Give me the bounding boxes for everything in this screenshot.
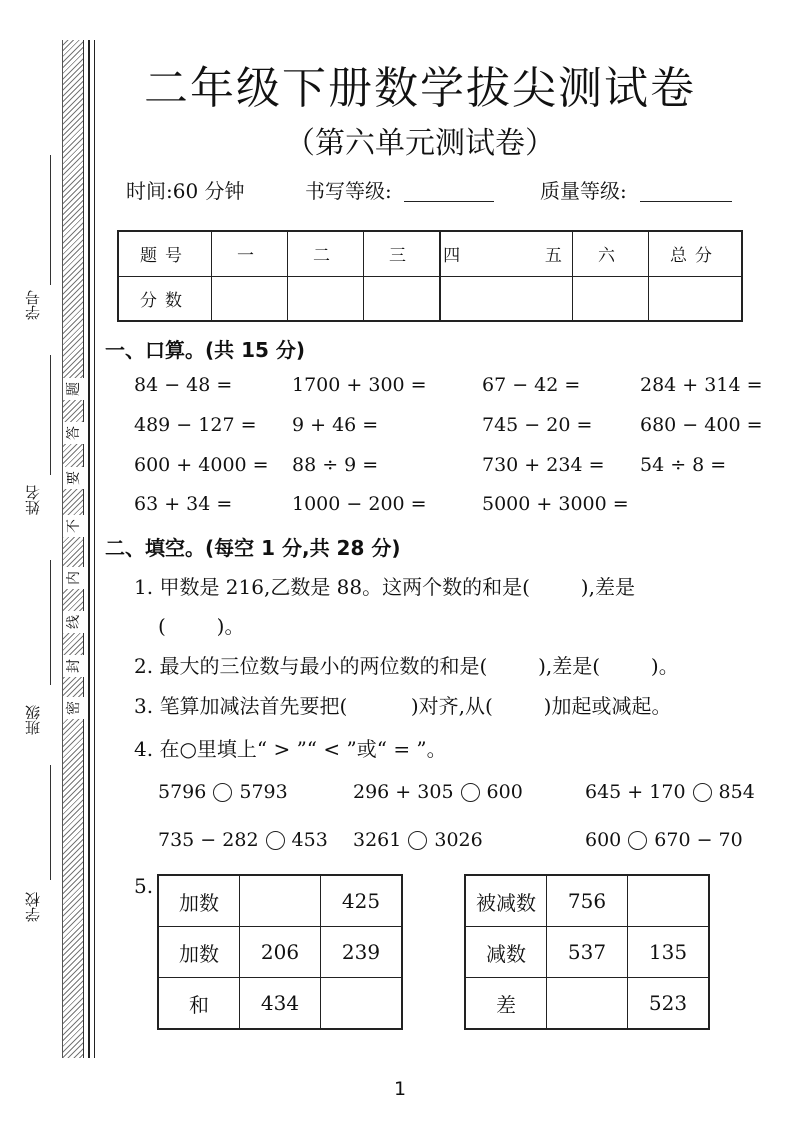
binding-hatch-strip — [62, 40, 84, 1058]
table-cell: 加数 — [158, 875, 240, 927]
page-title: 二年级下册数学拔尖测试卷 — [144, 63, 696, 114]
compare-left: 735 − 282 — [158, 829, 259, 851]
student-id-blank — [50, 155, 51, 285]
mental-calc-item: 1700 + 300 = — [292, 374, 427, 396]
addition-table — [157, 874, 403, 1030]
school-blank — [50, 765, 51, 880]
score-header-cell: 四 — [443, 246, 469, 267]
compare-circle-blank[interactable] — [628, 831, 647, 850]
score-header-row — [118, 231, 742, 276]
mental-calc-item: 730 + 234 = — [482, 454, 605, 476]
subtraction-table — [464, 874, 710, 1030]
compare-right: 854 — [718, 781, 755, 803]
compare-left: 645 + 170 — [585, 781, 686, 803]
writing-grade-blank[interactable] — [404, 201, 494, 202]
table-cell: 537 — [547, 927, 628, 978]
table-cell: 被减数 — [465, 875, 547, 927]
seal-char: 密 — [63, 697, 85, 719]
score-header-cell: 五 — [544, 246, 570, 267]
page-number: 1 — [393, 1078, 407, 1100]
question-3: 3. 笔算加减法首先要把( )对齐,从( )加起或减起。 — [134, 694, 672, 718]
seal-char: 不 — [63, 515, 85, 537]
table-cell: 206 — [240, 927, 321, 978]
score-cell[interactable] — [212, 276, 288, 321]
score-header-cell: 题号 — [118, 231, 212, 276]
writing-grade-label: 书写等级: — [305, 179, 392, 203]
score-header-cell: 六 — [573, 231, 649, 276]
mental-calc-item: 54 ÷ 8 = — [640, 454, 727, 476]
compare-item — [585, 781, 755, 803]
class-label: 班级 — [24, 705, 42, 735]
section1-title: 一、口算。(共 15 分) — [105, 338, 306, 362]
mental-calc-item: 63 + 34 = — [134, 493, 233, 515]
table-cell: 239 — [321, 927, 403, 978]
table-cell: 425 — [321, 875, 403, 927]
compare-circle-blank[interactable] — [213, 783, 232, 802]
mental-calc-item: 84 − 48 = — [134, 374, 233, 396]
question-1: 1. 甲数是 216,乙数是 88。这两个数的和是( ),差是 — [134, 575, 635, 599]
page-subtitle: （第六单元测试卷） — [285, 126, 555, 161]
name-blank — [50, 355, 51, 475]
mental-calc-item: 680 − 400 = — [640, 414, 763, 436]
compare-item — [158, 829, 328, 851]
table-blank-cell[interactable] — [628, 875, 710, 927]
table-cell: 和 — [158, 978, 240, 1030]
compare-item — [353, 829, 483, 851]
compare-left: 600 — [585, 829, 622, 851]
compare-item — [158, 781, 288, 803]
score-cell[interactable] — [288, 276, 364, 321]
score-header-cell: 二 — [288, 231, 364, 276]
mental-calc-item: 745 − 20 = — [482, 414, 593, 436]
score-header-cell: 一 — [212, 231, 288, 276]
question-5-label: 5. — [134, 874, 154, 898]
score-row-label: 分数 — [118, 276, 212, 321]
compare-right: 670 − 70 — [654, 829, 743, 851]
section2-title: 二、填空。(每空 1 分,共 28 分) — [105, 536, 401, 560]
mental-calc-item: 88 ÷ 9 = — [292, 454, 379, 476]
mental-calc-item: 67 − 42 = — [482, 374, 581, 396]
table-row — [158, 978, 402, 1030]
table-cell: 差 — [465, 978, 547, 1030]
quality-grade-label: 质量等级: — [540, 179, 627, 203]
seal-char: 答 — [63, 422, 85, 444]
compare-item — [585, 829, 743, 851]
name-label: 姓名 — [24, 485, 42, 515]
table-blank-cell[interactable] — [240, 875, 321, 927]
table-cell: 减数 — [465, 927, 547, 978]
school-label: 学校 — [24, 892, 42, 922]
score-cell[interactable] — [440, 276, 573, 321]
seal-char: 内 — [63, 567, 85, 589]
compare-left: 296 + 305 — [353, 781, 454, 803]
compare-right: 600 — [486, 781, 523, 803]
table-cell: 135 — [628, 927, 710, 978]
table-cell: 加数 — [158, 927, 240, 978]
seal-char: 要 — [63, 467, 85, 489]
mental-calc-item: 489 − 127 = — [134, 414, 257, 436]
compare-circle-blank[interactable] — [266, 831, 285, 850]
score-cell[interactable] — [364, 276, 441, 321]
table-cell: 523 — [628, 978, 710, 1030]
question-2: 2. 最大的三位数与最小的两位数的和是( ),差是( )。 — [134, 654, 679, 678]
score-cell[interactable] — [573, 276, 649, 321]
compare-left: 5796 — [158, 781, 207, 803]
compare-item — [353, 781, 523, 803]
table-row — [158, 927, 402, 978]
seal-char: 线 — [63, 611, 85, 633]
score-table — [117, 230, 743, 322]
question-4: 4. 在○里填上“ > ”“ < ”或“ = ”。 — [134, 737, 447, 761]
mental-calc-item: 5000 + 3000 = — [482, 493, 629, 515]
table-row — [465, 875, 709, 927]
binding-line — [88, 40, 90, 1058]
table-blank-cell[interactable] — [321, 978, 403, 1030]
compare-left: 3261 — [353, 829, 402, 851]
seal-char: 题 — [63, 378, 85, 400]
table-blank-cell[interactable] — [547, 978, 628, 1030]
compare-right: 5793 — [239, 781, 288, 803]
score-value-row — [118, 276, 742, 321]
table-cell: 434 — [240, 978, 321, 1030]
quality-grade-blank[interactable] — [640, 201, 732, 202]
question-1-cont: ( )。 — [158, 614, 245, 638]
mental-calc-item: 9 + 46 = — [292, 414, 379, 436]
compare-circle-blank[interactable] — [461, 783, 480, 802]
table-cell: 756 — [547, 875, 628, 927]
compare-right: 3026 — [434, 829, 483, 851]
score-header-cell-pair — [440, 231, 573, 276]
score-header-cell: 三 — [364, 231, 441, 276]
mental-calc-item: 600 + 4000 = — [134, 454, 269, 476]
binding-line-inner — [94, 40, 95, 1058]
score-header-cell: 总分 — [649, 231, 743, 276]
seal-char: 封 — [63, 655, 85, 677]
mental-calc-item: 284 + 314 = — [640, 374, 763, 396]
table-row — [158, 875, 402, 927]
class-blank — [50, 560, 51, 685]
time-label: 时间:60 分钟 — [126, 179, 245, 203]
score-cell[interactable] — [649, 276, 743, 321]
compare-right: 453 — [291, 829, 328, 851]
table-row — [465, 927, 709, 978]
compare-circle-blank[interactable] — [408, 831, 427, 850]
mental-calc-item: 1000 − 200 = — [292, 493, 427, 515]
compare-circle-blank[interactable] — [693, 783, 712, 802]
student-id-label: 学号 — [24, 290, 42, 320]
table-row — [465, 978, 709, 1030]
